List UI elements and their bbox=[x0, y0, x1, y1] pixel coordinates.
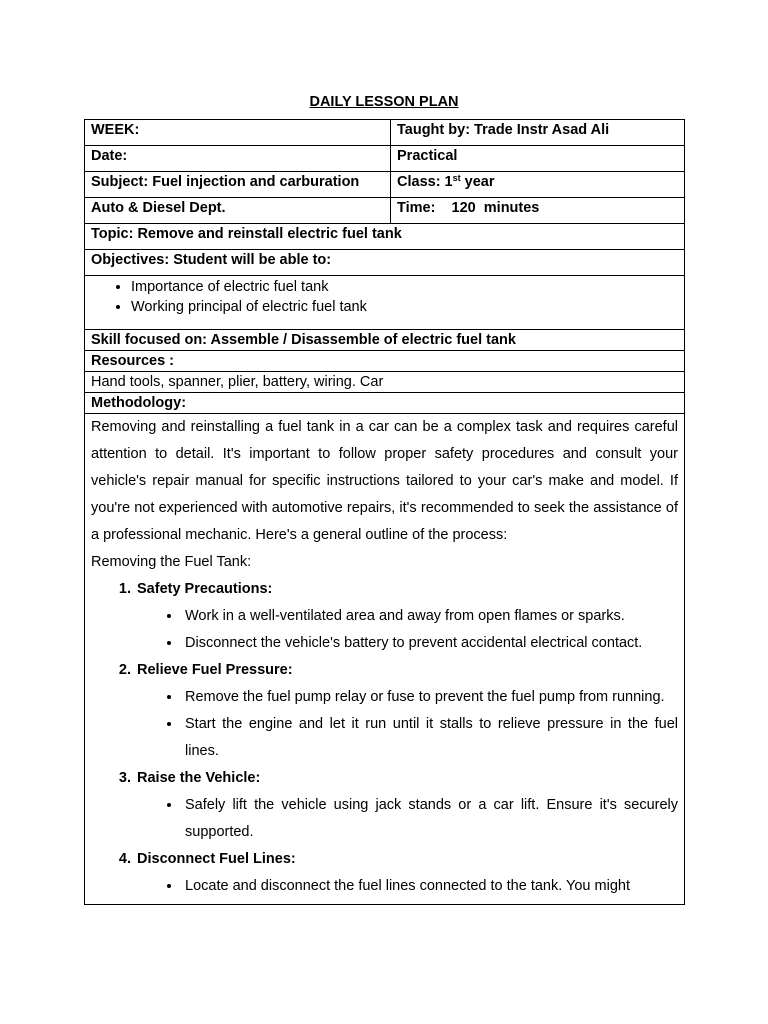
row-resources bbox=[85, 372, 685, 393]
step-item bbox=[135, 765, 678, 846]
row-objectives-list bbox=[85, 276, 685, 330]
row-week bbox=[85, 120, 685, 146]
time: Time: 120 minutes bbox=[391, 198, 685, 224]
page-title: DAILY LESSON PLAN bbox=[309, 94, 459, 110]
row-subject bbox=[85, 172, 685, 198]
row-methodology bbox=[85, 414, 685, 905]
row-skill bbox=[85, 330, 685, 351]
topic: Topic: Remove and reinstall electric fuel tank bbox=[85, 224, 685, 250]
objective-item: • Working principal of electric fuel tank bbox=[131, 297, 684, 317]
objectives-list bbox=[85, 276, 684, 329]
substep-list bbox=[137, 603, 678, 657]
subject: Subject: Fuel injection and carburation bbox=[85, 172, 391, 198]
lesson-type: Practical bbox=[391, 146, 685, 172]
step-title: Disconnect Fuel Lines: bbox=[137, 851, 296, 867]
lesson-plan-table bbox=[84, 119, 685, 905]
substep-item: • Start the engine and let it run until it stalls to relieve pressure in the fuel lines. bbox=[182, 711, 678, 765]
substep-item: • Safely lift the vehicle using jack stands or a car lift. Ensure it's securely supported. bbox=[182, 792, 678, 846]
week-label: WEEK: bbox=[85, 120, 391, 146]
substep-item: • Locate and disconnect the fuel lines connected to the tank. You might bbox=[182, 873, 678, 900]
step-title: Relieve Fuel Pressure: bbox=[137, 662, 293, 678]
resources-heading: Resources : bbox=[85, 351, 685, 372]
section-label: Removing the Fuel Tank: bbox=[91, 554, 252, 570]
row-date bbox=[85, 146, 685, 172]
substep-list bbox=[137, 684, 678, 765]
class-prefix: Class: 1 bbox=[397, 174, 453, 190]
step-item bbox=[135, 657, 678, 765]
substep-item: • Work in a well-ventilated area and away from open flames or sparks. bbox=[182, 603, 678, 630]
class-cell bbox=[391, 172, 685, 198]
objective-item: • Importance of electric fuel tank bbox=[131, 277, 684, 297]
step-item bbox=[135, 846, 678, 900]
date-label: Date: bbox=[85, 146, 391, 172]
substep-list bbox=[137, 873, 678, 900]
methodology-heading: Methodology: bbox=[85, 393, 685, 414]
step-title: Raise the Vehicle: bbox=[137, 770, 261, 786]
step-item bbox=[135, 576, 678, 657]
objectives-heading: Objectives: Student will be able to: bbox=[85, 250, 685, 276]
resources-text: Hand tools, spanner, plier, battery, wiring. Car bbox=[85, 372, 685, 393]
substep-item: • Remove the fuel pump relay or fuse to prevent the fuel pump from running. bbox=[182, 684, 678, 711]
substep-list bbox=[137, 792, 678, 846]
department: Auto & Diesel Dept. bbox=[85, 198, 391, 224]
row-resources-heading bbox=[85, 351, 685, 372]
class-suffix: year bbox=[460, 174, 495, 190]
row-objectives-heading bbox=[85, 250, 685, 276]
row-topic bbox=[85, 224, 685, 250]
steps-list bbox=[91, 576, 678, 900]
substep-item: • Disconnect the vehicle's battery to prevent accidental electrical contact. bbox=[182, 630, 678, 657]
methodology-intro: Removing and reinstalling a fuel tank in a car can be a complex task and requires careful attention to detail. It's important to follow proper safety procedures and consult your vehicle's repair manual for specific instructions tailored to your car's make and model. If you're not experienced with automotive repairs, it's recommended to seek the assistance of a professional mechanic. Here's a general outline of the process: bbox=[91, 419, 678, 543]
class-ordinal: st bbox=[452, 173, 461, 183]
row-dept bbox=[85, 198, 685, 224]
methodology-body bbox=[85, 414, 685, 905]
taught-by: Taught by: Trade Instr Asad Ali bbox=[391, 120, 685, 146]
step-title: Safety Precautions: bbox=[137, 581, 273, 597]
row-methodology-heading bbox=[85, 393, 685, 414]
skill-focused: Skill focused on: Assemble / Disassemble of electric fuel tank bbox=[85, 330, 685, 351]
